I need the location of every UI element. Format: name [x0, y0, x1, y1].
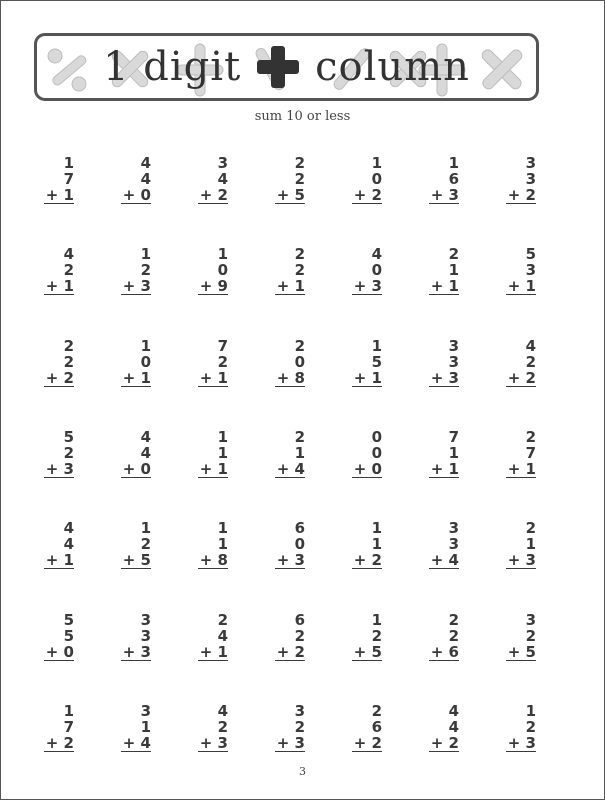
bottom-addend: + 9: [199, 277, 228, 295]
bottom-addend: + 2: [45, 369, 74, 387]
addition-problem: [28, 338, 74, 386]
middle-addend: 2: [140, 261, 151, 279]
addition-problem: [182, 338, 228, 386]
bottom-addend: + 1: [199, 460, 228, 478]
middle-addend: 2: [525, 627, 536, 645]
bottom-addend: + 3: [353, 277, 382, 295]
top-addend: 0: [371, 428, 382, 446]
bottom-addend: + 3: [199, 734, 228, 752]
addition-problem: [28, 155, 74, 203]
middle-addend: 4: [140, 170, 151, 188]
addition-problem: [336, 155, 382, 203]
bottom-addend: + 5: [276, 186, 305, 204]
addition-problem: [28, 520, 74, 568]
top-addend: 2: [294, 337, 305, 355]
addition-problem: [259, 155, 305, 203]
addition-problem: [182, 703, 228, 751]
addition-problem: [490, 155, 536, 203]
addition-problem: [182, 155, 228, 203]
top-addend: 2: [448, 611, 459, 629]
middle-addend: 3: [140, 627, 151, 645]
middle-addend: 1: [217, 535, 228, 553]
middle-addend: 2: [294, 170, 305, 188]
top-addend: 1: [63, 154, 74, 172]
bottom-addend: + 1: [507, 460, 536, 478]
addition-problem: [413, 612, 459, 660]
top-addend: 3: [140, 611, 151, 629]
bottom-addend: + 1: [45, 277, 74, 295]
top-addend: 2: [294, 154, 305, 172]
middle-addend: 0: [140, 353, 151, 371]
top-addend: 4: [371, 245, 382, 263]
bottom-addend: + 0: [353, 460, 382, 478]
bottom-addend: + 8: [199, 551, 228, 569]
top-addend: 2: [217, 611, 228, 629]
middle-addend: 2: [294, 261, 305, 279]
bottom-addend: + 3: [122, 277, 151, 295]
addition-problem: [259, 520, 305, 568]
subtitle: sum 10 or less: [254, 109, 351, 124]
bottom-addend: + 1: [353, 369, 382, 387]
bottom-addend: + 2: [276, 643, 305, 661]
middle-addend: 2: [294, 627, 305, 645]
middle-addend: 0: [294, 353, 305, 371]
middle-addend: 4: [217, 170, 228, 188]
addition-problem: [490, 612, 536, 660]
middle-addend: 2: [63, 353, 74, 371]
top-addend: 3: [448, 519, 459, 537]
addition-problem: [259, 703, 305, 751]
middle-addend: 3: [448, 535, 459, 553]
bottom-addend: + 4: [276, 460, 305, 478]
bottom-addend: + 3: [507, 734, 536, 752]
middle-addend: 4: [217, 627, 228, 645]
addition-problem: [336, 338, 382, 386]
addition-problem: [259, 429, 305, 477]
bottom-addend: + 3: [507, 551, 536, 569]
middle-addend: 2: [63, 444, 74, 462]
bottom-addend: + 1: [45, 551, 74, 569]
middle-addend: 3: [448, 353, 459, 371]
addition-problem: [28, 703, 74, 751]
bottom-addend: + 2: [507, 186, 536, 204]
bottom-addend: + 2: [353, 186, 382, 204]
addition-problem: [413, 429, 459, 477]
middle-addend: 2: [525, 718, 536, 736]
addition-problem: [105, 520, 151, 568]
bottom-addend: + 2: [353, 551, 382, 569]
addition-problem: [182, 612, 228, 660]
bottom-addend: + 3: [430, 186, 459, 204]
middle-addend: 2: [371, 627, 382, 645]
addition-problem: [413, 338, 459, 386]
middle-addend: 3: [525, 170, 536, 188]
top-addend: 3: [525, 611, 536, 629]
bottom-addend: + 3: [430, 369, 459, 387]
addition-problem: [413, 246, 459, 294]
addition-problem: [413, 155, 459, 203]
addition-problem: [28, 246, 74, 294]
middle-addend: 1: [525, 535, 536, 553]
addition-problem: [105, 703, 151, 751]
page-title: [37, 36, 536, 98]
addition-problem: [490, 338, 536, 386]
addition-problem: [182, 246, 228, 294]
bottom-addend: + 8: [276, 369, 305, 387]
middle-addend: 1: [448, 444, 459, 462]
middle-addend: 2: [294, 718, 305, 736]
bottom-addend: + 2: [353, 734, 382, 752]
middle-addend: 0: [294, 535, 305, 553]
addition-problem: [105, 155, 151, 203]
bottom-addend: + 0: [45, 643, 74, 661]
top-addend: 1: [371, 337, 382, 355]
top-addend: 4: [63, 519, 74, 537]
top-addend: 4: [140, 428, 151, 446]
middle-addend: 4: [63, 535, 74, 553]
bottom-addend: + 0: [122, 186, 151, 204]
bottom-addend: + 1: [45, 186, 74, 204]
bottom-addend: + 1: [199, 369, 228, 387]
middle-addend: 7: [63, 718, 74, 736]
middle-addend: 6: [371, 718, 382, 736]
addition-problem: [413, 703, 459, 751]
top-addend: 1: [217, 519, 228, 537]
middle-addend: 1: [294, 444, 305, 462]
addition-problem: [105, 338, 151, 386]
middle-addend: 1: [217, 444, 228, 462]
title-banner: [34, 33, 539, 101]
top-addend: 4: [217, 702, 228, 720]
bottom-addend: + 5: [122, 551, 151, 569]
top-addend: 1: [525, 702, 536, 720]
middle-addend: 2: [140, 535, 151, 553]
middle-addend: 4: [140, 444, 151, 462]
top-addend: 1: [63, 702, 74, 720]
top-addend: 4: [140, 154, 151, 172]
addition-problem: [259, 338, 305, 386]
top-addend: 7: [217, 337, 228, 355]
bottom-addend: + 4: [430, 551, 459, 569]
middle-addend: 1: [140, 718, 151, 736]
middle-addend: 2: [525, 353, 536, 371]
middle-addend: 1: [371, 535, 382, 553]
bottom-addend: + 5: [353, 643, 382, 661]
top-addend: 4: [448, 702, 459, 720]
addition-problem: [336, 246, 382, 294]
middle-addend: 0: [371, 444, 382, 462]
top-addend: 6: [294, 611, 305, 629]
middle-addend: 2: [448, 627, 459, 645]
addition-problem: [336, 703, 382, 751]
addition-problem: [490, 246, 536, 294]
bottom-addend: + 1: [430, 460, 459, 478]
top-addend: 1: [371, 519, 382, 537]
addition-problem: [259, 246, 305, 294]
addition-problem: [28, 429, 74, 477]
addition-problem: [336, 520, 382, 568]
bottom-addend: + 2: [199, 186, 228, 204]
addition-problem: [336, 429, 382, 477]
addition-problem: [105, 246, 151, 294]
addition-problem: [259, 612, 305, 660]
top-addend: 2: [294, 428, 305, 446]
top-addend: 2: [294, 245, 305, 263]
top-addend: 3: [525, 154, 536, 172]
middle-addend: 7: [525, 444, 536, 462]
addition-problem: [490, 520, 536, 568]
middle-addend: 5: [63, 627, 74, 645]
top-addend: 3: [448, 337, 459, 355]
middle-addend: 0: [217, 261, 228, 279]
top-addend: 4: [63, 245, 74, 263]
addition-problem: [413, 520, 459, 568]
top-addend: 2: [371, 702, 382, 720]
addition-problem: [182, 520, 228, 568]
addition-problem: [490, 703, 536, 751]
top-addend: 1: [217, 428, 228, 446]
middle-addend: 2: [217, 353, 228, 371]
bottom-addend: + 3: [276, 734, 305, 752]
top-addend: 1: [140, 245, 151, 263]
top-addend: 2: [448, 245, 459, 263]
top-addend: 1: [371, 611, 382, 629]
top-addend: 1: [140, 519, 151, 537]
bottom-addend: + 3: [122, 643, 151, 661]
bottom-addend: + 6: [430, 643, 459, 661]
bottom-addend: + 0: [122, 460, 151, 478]
bottom-addend: + 4: [122, 734, 151, 752]
top-addend: 3: [217, 154, 228, 172]
bottom-addend: + 3: [276, 551, 305, 569]
top-addend: 2: [525, 428, 536, 446]
middle-addend: 6: [448, 170, 459, 188]
top-addend: 5: [525, 245, 536, 263]
top-addend: 5: [63, 611, 74, 629]
top-addend: 7: [448, 428, 459, 446]
addition-problem: [105, 612, 151, 660]
bottom-addend: + 1: [430, 277, 459, 295]
addition-problem: [105, 429, 151, 477]
addition-problem: [28, 612, 74, 660]
middle-addend: 2: [63, 261, 74, 279]
top-addend: 6: [294, 519, 305, 537]
addition-problem: [336, 612, 382, 660]
top-addend: 3: [294, 702, 305, 720]
top-addend: 4: [525, 337, 536, 355]
middle-addend: 4: [448, 718, 459, 736]
top-addend: 2: [63, 337, 74, 355]
middle-addend: 5: [371, 353, 382, 371]
bottom-addend: + 2: [430, 734, 459, 752]
page-number: 3: [299, 765, 306, 778]
top-addend: 3: [140, 702, 151, 720]
bottom-addend: + 2: [45, 734, 74, 752]
middle-addend: 0: [371, 261, 382, 279]
middle-addend: 0: [371, 170, 382, 188]
top-addend: 2: [525, 519, 536, 537]
bottom-addend: + 1: [122, 369, 151, 387]
bottom-addend: + 1: [199, 643, 228, 661]
top-addend: 1: [217, 245, 228, 263]
top-addend: 1: [371, 154, 382, 172]
title-left-text: 1 digit: [103, 44, 242, 90]
middle-addend: 1: [448, 261, 459, 279]
bottom-addend: + 2: [507, 369, 536, 387]
addition-problem: [182, 429, 228, 477]
title-right-text: column: [315, 44, 470, 90]
plus-icon: [251, 40, 305, 94]
middle-addend: 2: [217, 718, 228, 736]
top-addend: 5: [63, 428, 74, 446]
bottom-addend: + 5: [507, 643, 536, 661]
addition-problem: [490, 429, 536, 477]
middle-addend: 3: [525, 261, 536, 279]
middle-addend: 7: [63, 170, 74, 188]
top-addend: 1: [448, 154, 459, 172]
bottom-addend: + 1: [276, 277, 305, 295]
bottom-addend: + 1: [507, 277, 536, 295]
top-addend: 1: [140, 337, 151, 355]
bottom-addend: + 3: [45, 460, 74, 478]
